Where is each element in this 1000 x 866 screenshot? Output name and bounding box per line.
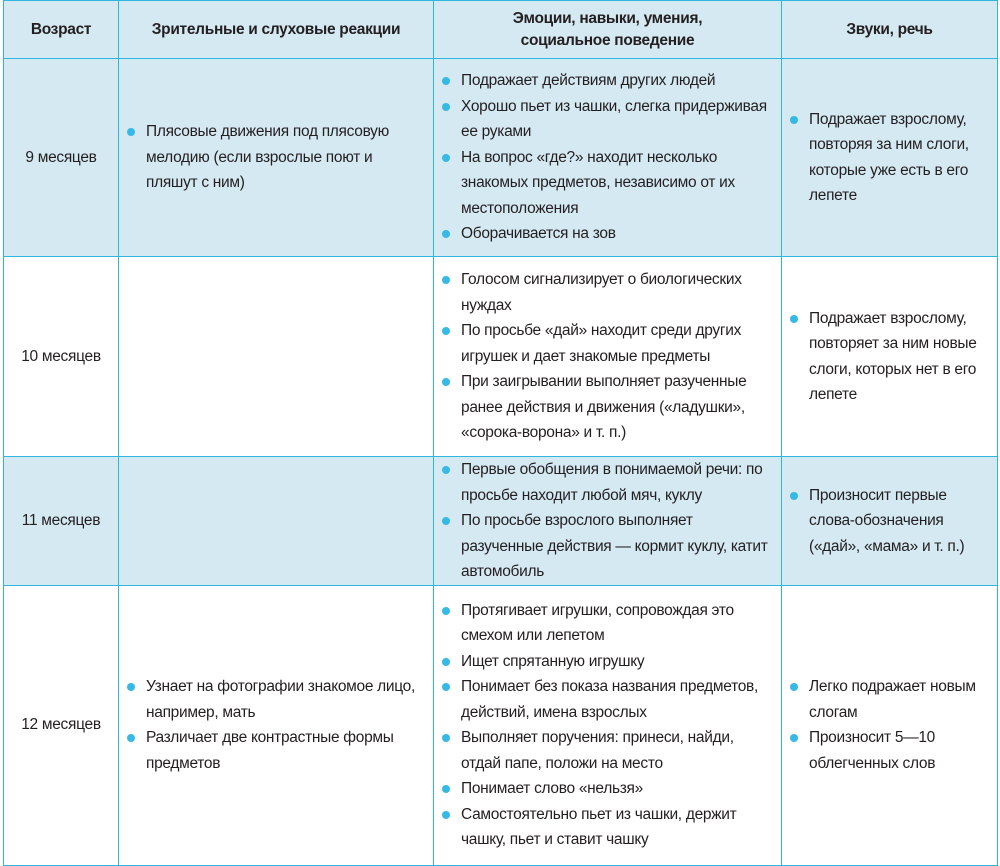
emotions-cell bbox=[434, 257, 782, 457]
emotions-list bbox=[440, 598, 773, 853]
speech-cell bbox=[782, 257, 998, 457]
list-item: По просьбе «дай» находит среди других игрушек и дает знакомые предметы bbox=[440, 318, 773, 369]
visual-reactions-list bbox=[125, 119, 425, 196]
age-cell: 10 месяцев bbox=[4, 257, 119, 457]
list-item: Протягивает игрушки, сопровождая это смехом или лепетом bbox=[440, 598, 773, 649]
list-item: При заигрывании выполняет разученные ранее действия и движения («ладушки», «сорока-ворона» и т. п.) bbox=[440, 369, 773, 446]
speech-cell bbox=[782, 585, 998, 865]
speech-cell bbox=[782, 457, 998, 586]
header-age: Возраст bbox=[4, 1, 119, 59]
table-row-11-months bbox=[4, 457, 998, 586]
visual-reactions-cell bbox=[119, 457, 434, 586]
speech-list bbox=[788, 674, 989, 776]
header-row bbox=[4, 1, 998, 59]
table-row-9-months bbox=[4, 59, 998, 257]
emotions-list bbox=[440, 68, 773, 247]
speech-list bbox=[788, 306, 989, 408]
table-row-10-months bbox=[4, 257, 998, 457]
emotions-cell bbox=[434, 59, 782, 257]
emotions-cell bbox=[434, 457, 782, 586]
list-item: Подражает действиям других людей bbox=[440, 68, 773, 94]
list-item: Самостоятельно пьет из чашки, держит чашку, пьет и ставит чашку bbox=[440, 802, 773, 853]
visual-reactions-list bbox=[125, 674, 425, 776]
list-item: Понимает слово «нельзя» bbox=[440, 776, 773, 802]
header-emotions-line2: социальное поведение bbox=[520, 31, 695, 49]
list-item: Первые обобщения в понимаемой речи: по просьбе находит любой мяч, куклу bbox=[440, 457, 773, 508]
speech-list bbox=[788, 483, 989, 560]
table-row-12-months bbox=[4, 585, 998, 865]
list-item: Узнает на фотографии знакомое лицо, например, мать bbox=[125, 674, 425, 725]
list-item: Понимает без показа названия предметов, действий, имена взрослых bbox=[440, 674, 773, 725]
list-item: Различает две контрастные формы предметов bbox=[125, 725, 425, 776]
list-item: Голосом сигнализирует о биологических нуждах bbox=[440, 267, 773, 318]
header-emotions-line1: Эмоции, навыки, умения, bbox=[512, 9, 703, 27]
visual-reactions-cell bbox=[119, 257, 434, 457]
header-visual-reactions: Зрительные и слуховые реакции bbox=[119, 1, 434, 59]
list-item: Подражает взрослому, повторяя за ним слоги, которые уже есть в его лепете bbox=[788, 107, 989, 209]
development-table bbox=[3, 0, 998, 866]
list-item: На вопрос «где?» находит несколько знакомых предметов, независимо от их местоположения bbox=[440, 145, 773, 222]
list-item: По просьбе взрослого выполняет разученные действия — кормит куклу, катит автомобиль bbox=[440, 508, 773, 585]
age-cell: 9 месяцев bbox=[4, 59, 119, 257]
age-cell: 11 месяцев bbox=[4, 457, 119, 586]
emotions-cell bbox=[434, 585, 782, 865]
header-emotions bbox=[434, 1, 782, 59]
emotions-list bbox=[440, 267, 773, 446]
speech-list bbox=[788, 107, 989, 209]
emotions-list bbox=[440, 457, 773, 585]
header-speech: Звуки, речь bbox=[782, 1, 998, 59]
visual-reactions-cell bbox=[119, 59, 434, 257]
list-item: Произносит первые слова-обозначения («дай», «мама» и т. п.) bbox=[788, 483, 989, 560]
list-item: Хорошо пьет из чашки, слегка придерживая ее руками bbox=[440, 94, 773, 145]
visual-reactions-cell bbox=[119, 585, 434, 865]
list-item: Плясовые движения под плясовую мелодию (если взрослые поют и пляшут с ним) bbox=[125, 119, 425, 196]
list-item: Подражает взрослому, повторяет за ним новые слоги, которых нет в его лепете bbox=[788, 306, 989, 408]
list-item: Оборачивается на зов bbox=[440, 221, 773, 247]
list-item: Произносит 5—10 облегченных слов bbox=[788, 725, 989, 776]
list-item: Выполняет поручения: принеси, найди, отдай папе, положи на место bbox=[440, 725, 773, 776]
speech-cell bbox=[782, 59, 998, 257]
list-item: Ищет спрятанную игрушку bbox=[440, 649, 773, 675]
list-item: Легко подражает новым слогам bbox=[788, 674, 989, 725]
age-cell: 12 месяцев bbox=[4, 585, 119, 865]
